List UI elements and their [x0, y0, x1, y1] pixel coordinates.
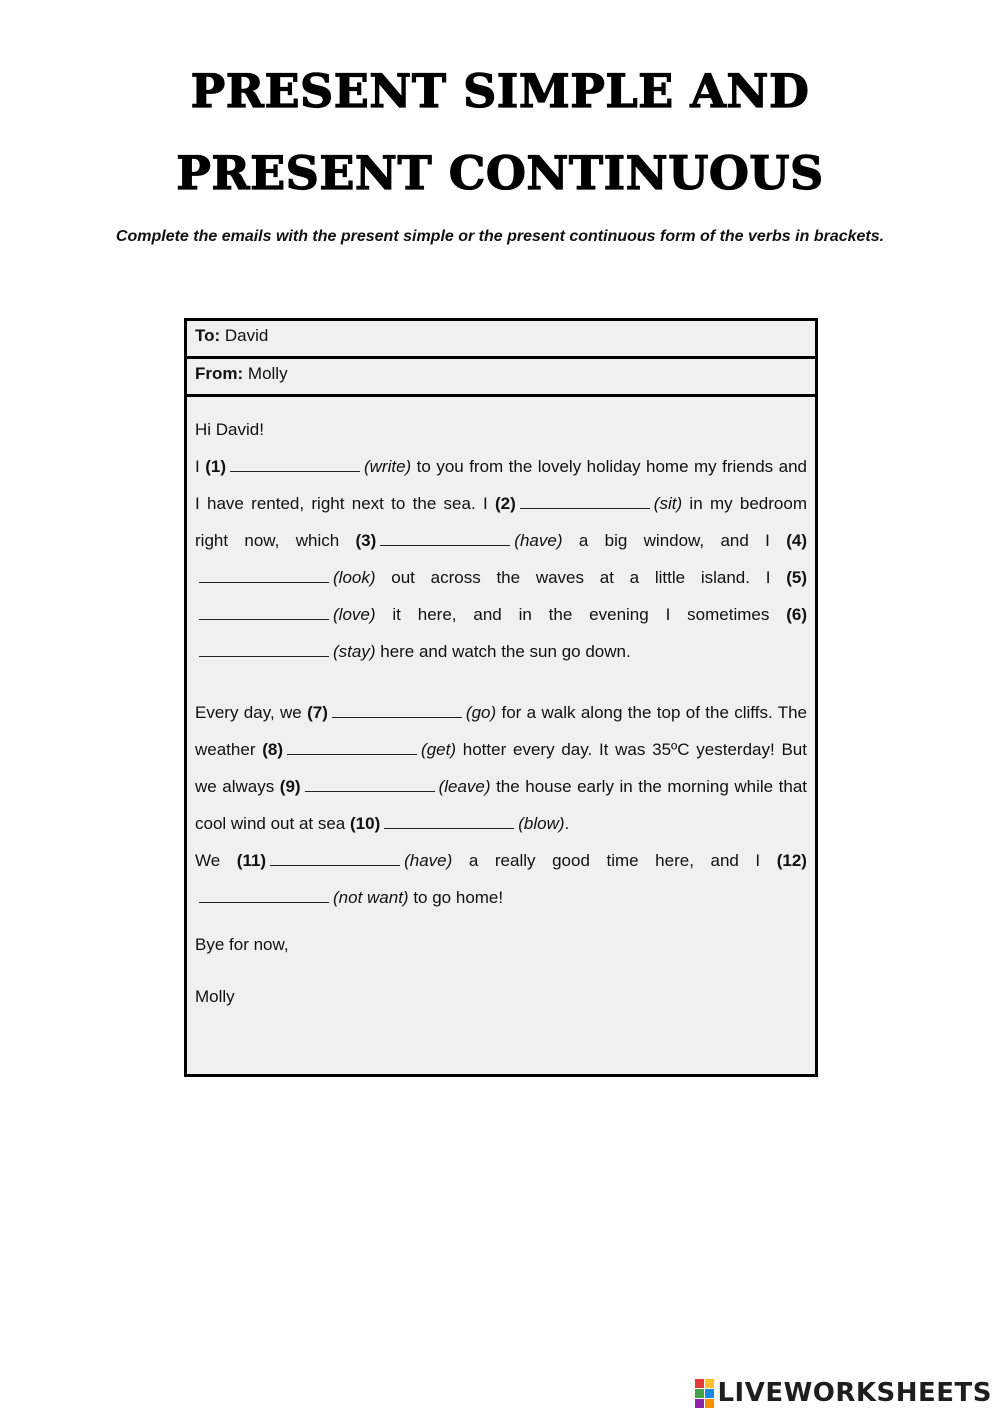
gap-number: (6)	[786, 605, 808, 624]
gap-number: (5)	[786, 568, 807, 587]
text: out across the waves at a little island. I	[391, 568, 771, 587]
verb-hint: (leave)	[438, 777, 491, 796]
page-title-line-1: PRESENT SIMPLE AND	[190, 64, 810, 118]
verb-hint: (sit)	[653, 494, 683, 513]
email-from-row	[187, 359, 815, 397]
answer-blank-10[interactable]	[384, 814, 514, 829]
text: for a walk along the top of the cliffs. The weather	[195, 703, 807, 759]
email-to-row	[187, 321, 815, 359]
verb-hint: (get)	[421, 740, 456, 759]
text: it here, and in the evening I sometimes	[392, 605, 770, 624]
gap-number: (3)	[355, 531, 377, 550]
text: to go home!	[413, 888, 504, 907]
closing: Bye for now,	[195, 935, 289, 954]
liveworksheets-logo[interactable]	[695, 1379, 992, 1407]
logo-text: LIVEWORKSHEETS	[717, 1378, 992, 1408]
answer-blank-11[interactable]	[270, 851, 400, 866]
gap-number: (12)	[776, 851, 807, 870]
gap-number: (8)	[262, 740, 284, 759]
verb-hint: (not want)	[333, 888, 409, 907]
logo-square	[705, 1379, 714, 1388]
gap-number: (2)	[495, 494, 516, 513]
text: Every day, we	[195, 703, 302, 722]
email-box	[184, 318, 818, 1077]
from-label: From:	[195, 364, 244, 383]
verb-hint: (write)	[363, 457, 412, 476]
text: the house early in the morning while that cool wind out at sea	[195, 777, 807, 833]
text: I	[195, 457, 200, 476]
text: hotter every day. It was 35ºC yesterday! But we always	[195, 740, 807, 796]
verb-hint: (stay)	[333, 642, 376, 661]
gap-number: (10)	[350, 814, 381, 833]
answer-blank-4[interactable]	[199, 568, 329, 583]
text: a really good time here, and I	[468, 851, 761, 870]
verb-hint: (have)	[404, 851, 453, 870]
page-title-line-2: PRESENT CONTINUOUS	[176, 146, 824, 200]
gap-number: (11)	[236, 851, 267, 870]
signature: Molly	[195, 987, 235, 1006]
verb-hint: (love)	[333, 605, 376, 624]
paragraph-1	[195, 448, 807, 670]
text: a big window, and I	[578, 531, 770, 550]
instructions: Complete the emails with the present simple or the present continuous form of the verbs in brackets.	[115, 228, 885, 245]
answer-blank-6[interactable]	[199, 642, 329, 657]
logo-square	[695, 1399, 704, 1408]
verb-hint: (look)	[333, 568, 376, 587]
to-value: David	[224, 326, 269, 345]
answer-blank-3[interactable]	[380, 531, 510, 546]
logo-square	[695, 1389, 704, 1398]
gap-number: (1)	[205, 457, 226, 476]
answer-blank-5[interactable]	[199, 605, 329, 620]
verb-hint: (blow)	[518, 814, 565, 833]
answer-blank-9[interactable]	[305, 777, 435, 792]
greeting: Hi David!	[195, 420, 264, 439]
logo-square	[705, 1389, 714, 1398]
answer-blank-8[interactable]	[287, 740, 417, 755]
text: We	[195, 851, 221, 870]
text: .	[564, 814, 570, 833]
paragraph-3	[195, 842, 807, 916]
text: in my bedroom right now, which	[195, 494, 807, 550]
gap-number: (4)	[786, 531, 807, 550]
verb-hint: (go)	[465, 703, 497, 722]
logo-square	[695, 1379, 704, 1388]
email-body	[187, 397, 815, 1012]
gap-number: (7)	[307, 703, 328, 722]
text: to you from the lovely holiday home my friends and I have rented, right next to the sea. I	[195, 457, 807, 513]
text: here and watch the sun go down.	[380, 642, 631, 661]
logo-icon	[695, 1379, 714, 1408]
paragraph-2	[195, 694, 807, 842]
answer-blank-7[interactable]	[332, 703, 462, 718]
answer-blank-12[interactable]	[199, 888, 329, 903]
answer-blank-2[interactable]	[520, 494, 650, 509]
gap-number: (9)	[279, 777, 301, 796]
verb-hint: (have)	[514, 531, 563, 550]
from-value: Molly	[247, 364, 288, 383]
to-label: To:	[195, 326, 221, 345]
answer-blank-1[interactable]	[230, 457, 360, 472]
logo-square	[705, 1399, 714, 1408]
